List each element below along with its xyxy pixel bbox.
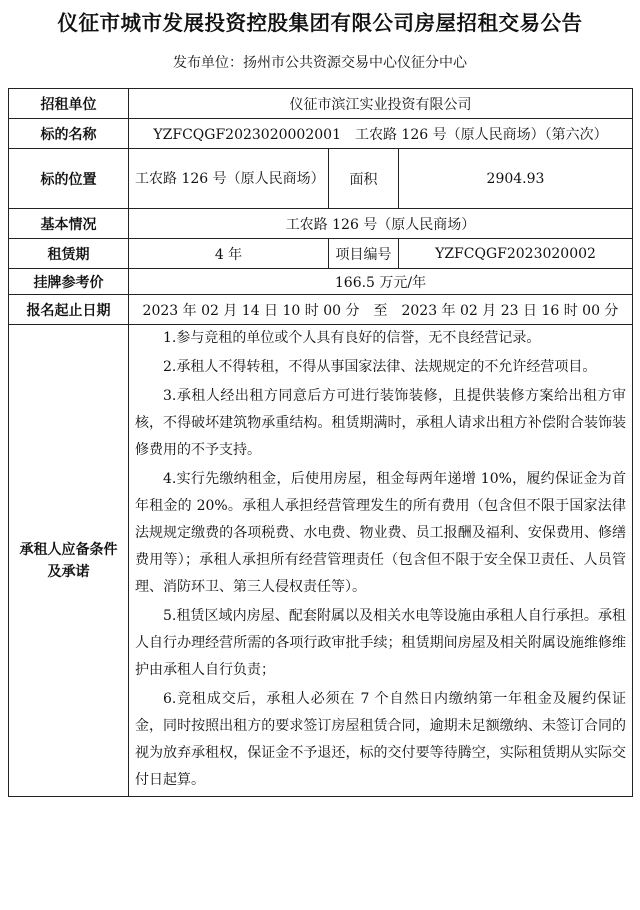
conditions-list <box>129 325 633 797</box>
registration-dates-value: 2023 年 02 月 14 日 10 时 00 分 至 2023 年 02 月 23 日 16 时 00 分 <box>129 295 633 325</box>
registration-dates-label: 报名起止日期 <box>9 295 129 325</box>
basic-info-label: 基本情况 <box>9 209 129 239</box>
area-label: 面积 <box>329 149 399 209</box>
condition-item: 2.承租人不得转租，不得从事国家法律、法规规定的不允许经营项目。 <box>163 359 597 375</box>
lessor-label: 招租单位 <box>9 89 129 119</box>
condition-item: 3.承租人经出租方同意后方可进行装饰装修，且提供装修方案给出租方审核，不得破坏建筑物承重结构。租赁期满时，承租人请求出租方补偿附合装饰装修费用的不予支持。 <box>135 388 626 458</box>
announcement-table <box>8 88 633 797</box>
row-lease-term <box>9 239 633 269</box>
row-conditions <box>9 325 633 797</box>
row-registration-dates <box>9 295 633 325</box>
lease-term-label: 租赁期 <box>9 239 129 269</box>
basic-info-value: 工农路 126 号（原人民商场） <box>129 209 633 239</box>
condition-item: 1.参与竞租的单位或个人具有良好的信誉，无不良经营记录。 <box>163 330 541 346</box>
lease-term-value: 4 年 <box>129 239 329 269</box>
row-basic-info <box>9 209 633 239</box>
project-number-value: YZFCQGF2023020002 <box>399 239 633 269</box>
lot-name-value: YZFCQGF2023020002001 工农路 126 号（原人民商场）（第六次） <box>129 119 633 149</box>
row-lot-name <box>9 119 633 149</box>
row-lessor <box>9 89 633 119</box>
reference-price-value: 166.5 万元/年 <box>129 269 633 295</box>
row-location <box>9 149 633 209</box>
conditions-label: 承租人应备条件及承诺 <box>9 325 129 797</box>
condition-item: 5.租赁区域内房屋、配套附属以及相关水电等设施由承租人自行承担。承租人自行办理经营所需的各项行政审批手续；租赁期间房屋及相关附属设施维修维护由承租人自行负责； <box>135 608 626 678</box>
page-title: 仪征市城市发展投资控股集团有限公司房屋招租交易公告 <box>57 11 583 35</box>
reference-price-label: 挂牌参考价 <box>9 269 129 295</box>
condition-item: 6.竞租成交后，承租人必须在 7 个自然日内缴纳第一年租金及履约保证金，同时按照出租方的要求签订房屋租赁合同，逾期未足额缴纳、未签订合同的视为放弃承租权，保证金不予退还，标的交付要等待腾空，实际租赁期从实际交付日起算。 <box>135 691 626 788</box>
area-value: 2904.93 <box>399 149 633 209</box>
project-number-label: 项目编号 <box>329 239 399 269</box>
condition-item: 4.实行先缴纳租金，后使用房屋，租金每两年递增 10%，履约保证金为首年租金的 20%。承租人承担经营管理发生的所有费用（包含但不限于国家法律法规规定缴费的各项税费、水电费、物业费、员工报酬及福利、安保费用、修缮费用等）；承租人承担所有经营管理责任（包含但不限于安全保卫责任、人员管理、消防环卫、第三人侵权责任等）。 <box>135 471 626 595</box>
row-reference-price <box>9 269 633 295</box>
lessor-value: 仪征市滨江实业投资有限公司 <box>129 89 633 119</box>
location-label: 标的位置 <box>9 149 129 209</box>
publisher-line: 发布单位：扬州市公共资源交易中心仪征分中心 <box>173 55 467 71</box>
lot-name-label: 标的名称 <box>9 119 129 149</box>
location-value: 工农路 126 号（原人民商场） <box>129 149 329 209</box>
